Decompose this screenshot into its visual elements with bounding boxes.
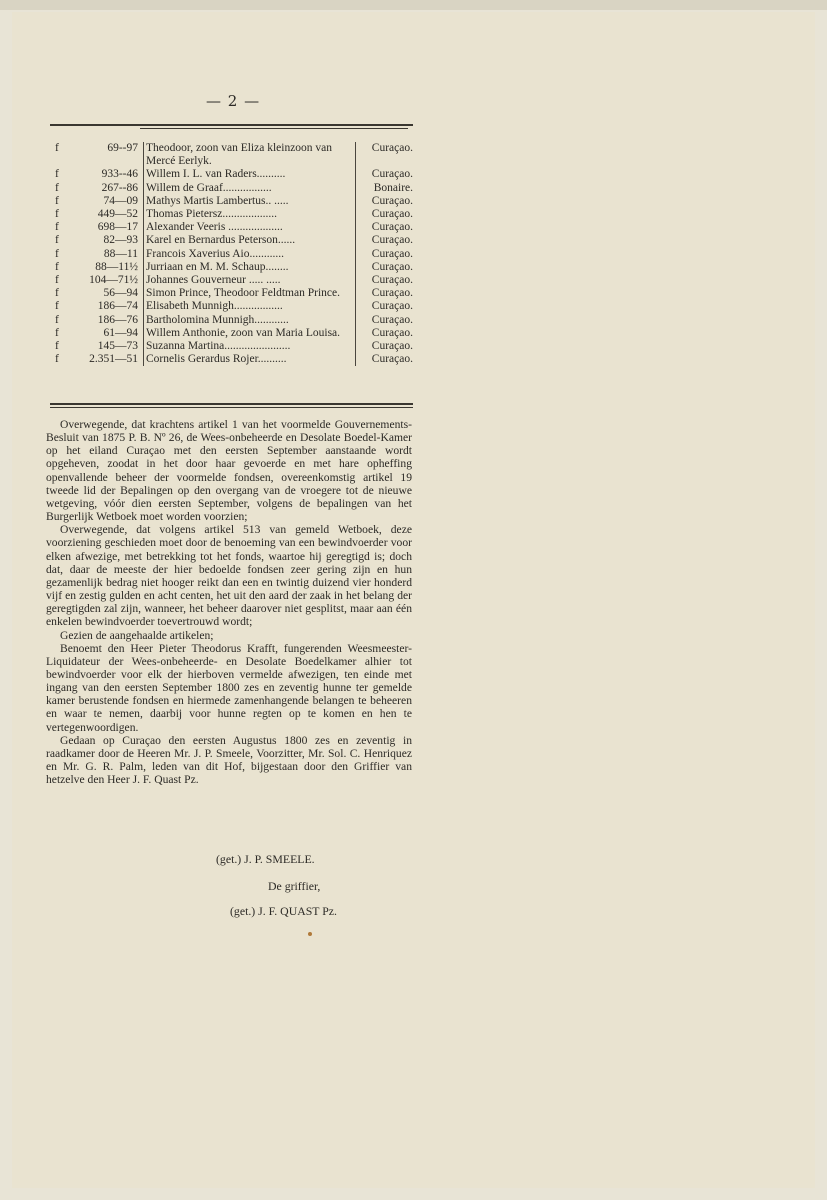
currency-symbol: f	[55, 168, 59, 181]
signature-griffier: (get.) J. F. QUAST Pz.	[230, 904, 337, 918]
signature-griffier-title: De griffier,	[268, 879, 321, 893]
place-cell: Curaçao.	[371, 194, 413, 207]
place-cell: Curaçao.	[371, 168, 413, 181]
amount-cell: 933--46	[101, 168, 138, 181]
currency-symbol: f	[55, 300, 59, 313]
place-cell: Curaçao.	[371, 142, 413, 154]
currency-symbol: f	[55, 313, 59, 326]
amount-cell: 186—76	[97, 313, 138, 326]
currency-symbol: f	[55, 340, 59, 353]
place-cell: Curaçao.	[371, 247, 413, 260]
table-row	[50, 261, 413, 274]
table-row	[50, 168, 413, 181]
table-row	[50, 274, 413, 287]
currency-symbol: f	[55, 274, 59, 287]
currency-symbol: f	[55, 142, 59, 154]
name-cell: Karel en Bernardus Peterson......	[143, 234, 356, 247]
place-cell: Curaçao.	[371, 340, 413, 353]
currency-symbol: f	[55, 287, 59, 300]
table-row	[50, 353, 413, 366]
name-cell: Simon Prince, Theodoor Feldtman Prince.	[143, 287, 356, 300]
ledger-table	[50, 142, 413, 366]
currency-symbol: f	[55, 247, 59, 260]
paragraph: Gedaan op Curaçao den eersten Augustus 1800 zes en zeventig in raadkamer door de Heeren Mr. J. P. Smeele, Voorzitter, Mr. Sol. C. Henriquez en Mr. G. R. Palm, leden van dit Hof, bijgestaan door den Griffier van hetzelve den Heer J. F. Quast Pz.	[46, 733, 412, 787]
name-cell: Willem I. L. van Raders..........	[143, 168, 356, 181]
amount-cell: 698—17	[97, 221, 138, 234]
amount-cell: 145—73	[97, 340, 138, 353]
currency-symbol: f	[55, 194, 59, 207]
resolution-text	[46, 418, 412, 786]
currency-symbol: f	[55, 353, 59, 366]
top-border	[0, 0, 827, 10]
table-row	[50, 314, 413, 327]
place-cell: Curaçao.	[371, 300, 413, 313]
place-cell: Bonaire.	[373, 181, 413, 194]
table-row	[50, 248, 413, 261]
name-cell: Francois Xaverius Aio............	[143, 248, 356, 261]
place-cell: Curaçao.	[371, 326, 413, 339]
currency-symbol: f	[55, 260, 59, 273]
table-row	[50, 327, 413, 340]
paragraph: Benoemt den Heer Pieter Theodorus Krafft, fungerenden Weesmeester-Liquidateur der Wees-onbeheerde- en Desolate Boedelkamer alhier tot bewindvoerder voor elk der hierboven vermelde afwezigen, ten einde met ingang van den eersten September 1800 zes en zeventig hunne ter gemelde kamer berustende fondsen en hiermede zamenhangende belangen te beheeren en waar te nemen, daarbij voor hunne regten op te komen en hen te vertegenwoordigen.	[46, 641, 412, 734]
name-cell: Bartholomina Munnigh............	[143, 314, 356, 327]
paragraph: Overwegende, dat volgens artikel 513 van gemeld Wetboek, deze voorziening geschieden moet door de benoeming van een bewindvoerder voor elken afwezige, met betrekking tot het fonds, waartoe hij geregtigd is; doch dat, daar de meeste der hier bedoelde fondsen zeer gering zijn en hun gezamenlijk bedrag niet hooger reikt dan een en twintig duizend vier honderd vijf en zestig gulden en acht centen, het uit den aard der zaak in het belang der geregtigden zal zijn, wanneer, het beheer daarover niet gesplitst, maar aan één enkelen bewindvoerder toevertrouwd wordt;	[46, 523, 412, 629]
amount-cell: 88—11	[103, 247, 138, 260]
amount-cell: 186—74	[97, 300, 138, 313]
amount-cell: 2.351—51	[89, 353, 138, 366]
name-cell: Alexander Veeris ...................	[143, 221, 356, 234]
place-cell: Curaçao.	[371, 287, 413, 300]
table-row	[50, 234, 413, 247]
page-number: — 2 —	[206, 92, 261, 110]
amount-cell: 82—93	[103, 234, 138, 247]
name-cell: Theodoor, zoon van Eliza kleinzoon van Mercé Eerlyk.	[143, 142, 356, 168]
name-cell: Thomas Pietersz...................	[143, 208, 356, 221]
table-top-rule-thin	[140, 128, 408, 129]
name-cell: Mathys Martis Lambertus.. .....	[143, 195, 356, 208]
amount-cell: 449—52	[97, 208, 138, 221]
ink-spot	[308, 932, 312, 936]
table-bottom-rule-thin	[50, 407, 413, 408]
place-cell: Curaçao.	[371, 221, 413, 234]
currency-symbol: f	[55, 221, 59, 234]
table-bottom-rule	[50, 403, 413, 405]
name-cell: Cornelis Gerardus Rojer..........	[143, 353, 356, 366]
name-cell: Jurriaan en M. M. Schaup........	[143, 261, 356, 274]
currency-symbol: f	[55, 181, 59, 194]
place-cell: Curaçao.	[371, 313, 413, 326]
place-cell: Curaçao.	[371, 274, 413, 287]
amount-cell: 267--86	[101, 181, 138, 194]
currency-symbol: f	[55, 208, 59, 221]
amount-cell: 56—94	[103, 287, 138, 300]
place-cell: Curaçao.	[371, 208, 413, 221]
table-row	[50, 208, 413, 221]
name-cell: Willem Anthonie, zoon van Maria Louisa.	[143, 327, 356, 340]
currency-symbol: f	[55, 326, 59, 339]
amount-cell: 104—71½	[89, 274, 138, 287]
place-cell: Curaçao.	[371, 353, 413, 366]
paragraph: Overwegende, dat krachtens artikel 1 van het voormelde Gouvernements-Besluit van 1875 P. B. Nº 26, de Wees-onbeheerde en Desolate Boedel-Kamer op het eiland Curaçao met den eersten September aanstaande wordt opgeheven, zoodat in het door haar gevoerde en met hare opheffing openvallende beheer der voormelde fondsen, overeenkomstig artikel 19 tweede lid der Bepalingen op den overgang van de vroegere tot de nieuwe wetgeving, vóór dien eersten September, volgens de bepalingen van het Burgerlijk Wetboek moet worden voorzien;	[46, 418, 412, 524]
table-top-rule	[50, 124, 413, 126]
table-row	[50, 195, 413, 208]
amount-cell: 74—09	[103, 194, 138, 207]
currency-symbol: f	[55, 234, 59, 247]
table-row	[50, 142, 413, 168]
table-row	[50, 287, 413, 300]
place-cell: Curaçao.	[371, 234, 413, 247]
name-cell: Elisabeth Munnigh.................	[143, 300, 356, 313]
amount-cell: 61—94	[103, 326, 138, 339]
place-cell: Curaçao.	[371, 260, 413, 273]
amount-cell: 69--97	[107, 142, 138, 154]
name-cell: Suzanna Martina.......................	[143, 340, 356, 353]
name-cell: Johannes Gouverneur ..... .....	[143, 274, 356, 287]
table-row	[50, 300, 413, 313]
table-row	[50, 182, 413, 195]
signature-president: (get.) J. P. SMEELE.	[216, 852, 315, 866]
table-row	[50, 340, 413, 353]
amount-cell: 88—11½	[95, 260, 138, 273]
table-row	[50, 221, 413, 234]
name-cell: Willem de Graaf.................	[143, 182, 356, 195]
paragraph: Gezien de aangehaalde artikelen;	[60, 628, 214, 642]
